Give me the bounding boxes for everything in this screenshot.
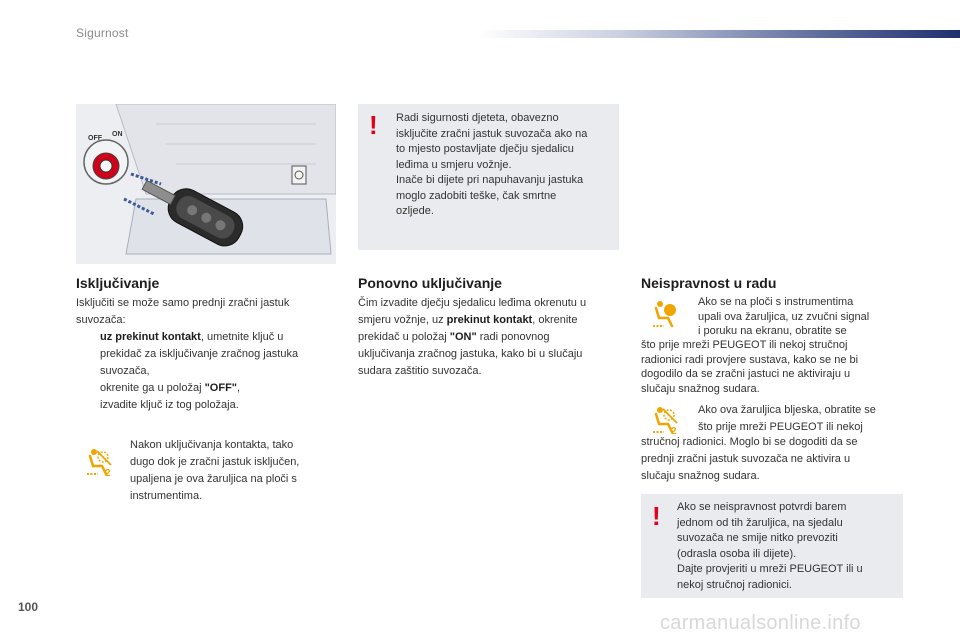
bullet-text: , (237, 382, 241, 394)
warning-bottom-line: jednom od tih žaruljica, na sjedalu (677, 516, 843, 529)
section-title-reactivation: Ponovno uključivanje (358, 275, 502, 291)
figure-label-off: OFF (88, 135, 102, 142)
warning-top-line: Radi sigurnosti djeteta, obavezno (396, 112, 559, 124)
reactivation-line (358, 312, 628, 329)
malfunction-line: Ako se na ploči s instrumentima (698, 296, 854, 308)
airbag-switch-drawing (76, 104, 336, 264)
svg-text:2: 2 (671, 426, 677, 436)
page-header-title: Sigurnost (76, 26, 129, 40)
malfunction-line: što prije mreži PEUGEOT ili nekoj stručnoj (641, 339, 848, 351)
malfunction-para1 (641, 338, 906, 396)
malfunction-para2 (641, 434, 906, 485)
watermark: carmanualsonline.info (660, 612, 861, 634)
deactivation-intro-line: suvozača: (76, 314, 126, 326)
warning-top-line: isključite zračni jastuk suvozača ako na (396, 127, 588, 140)
airbag-warning-icon (650, 298, 682, 330)
exclamation-icon: ! (369, 110, 378, 140)
section-title-malfunction: Neispravnost u radu (641, 275, 777, 291)
note-line: dugo dok je zračni jastuk isključen, (130, 456, 300, 468)
airbag-switch-illustration (76, 104, 336, 264)
warning-box-top (358, 104, 619, 250)
malfunction-line: radionici radi provjere sustava, kako se ne bi (641, 353, 859, 366)
malfunction-line: stručnoj radionici. Moglo bi se dogoditi da se (641, 436, 858, 448)
bullet-mark-icon (76, 397, 100, 414)
warning-bottom-text (677, 500, 899, 593)
section-reactivation-body (358, 295, 628, 380)
malfunction-line: što prije mreži PEUGEOT ili nekoj (698, 421, 863, 433)
warning-top-line: moglo zadobiti teške, čak smrtne (396, 189, 557, 202)
deactivation-intro-line: Isključiti se može samo prednji zračni jastuk (76, 297, 290, 309)
warning-top-line: leđima u smjeru vožnje. (396, 158, 512, 171)
header-gradient-bar (478, 30, 960, 38)
bullet-mark-icon (76, 380, 100, 397)
warning-top-line: Inače bi dijete pri napuhavanju jastuka (396, 174, 584, 186)
bold-text: "OFF" (204, 382, 238, 394)
malfunction-line: upali ova žaruljica, uz zvučni signal (698, 310, 870, 323)
deactivation-note (130, 437, 340, 505)
malfunction-para2-indented (698, 402, 903, 436)
page-number: 100 (18, 600, 39, 614)
list-item (76, 397, 346, 414)
reactivation-line: uključivanja zračnog jastuka, kako bi u slučaju (358, 348, 583, 360)
bullet-text: , umetnite ključ u (200, 331, 284, 343)
reactivation-text: radi ponovnog (476, 331, 550, 343)
warning-box-bottom (641, 494, 903, 598)
bullet-continuation: prekidač za isključivanje zračnog jastuka (100, 348, 299, 360)
airbag-fault-icon (650, 404, 682, 436)
bullet-continuation: suvozača, (100, 365, 150, 377)
reactivation-text: , okrenite (532, 314, 578, 326)
note-line: instrumentima. (130, 490, 203, 502)
bullet-text: okrenite ga u položaj (100, 382, 205, 394)
malfunction-para1-indented (698, 295, 903, 339)
malfunction-line: dogodilo da se zračni jastuci ne aktiviraju u (641, 368, 851, 380)
list-item (76, 329, 346, 346)
malfunction-line: slučaju snažnog sudara. (641, 382, 760, 395)
section-title-deactivation: Isključivanje (76, 275, 160, 291)
reactivation-line: sudara zaštitio suvozača. (358, 365, 482, 377)
bold-text: prekinut kontakt (446, 314, 533, 326)
malfunction-line: Ako ova žaruljica bljeska, obratite se (698, 404, 876, 416)
airbag-off-icon (84, 446, 116, 478)
note-line: Nakon uključivanja kontakta, tako (130, 439, 294, 451)
note-line: upaljena je ova žaruljica na ploči s (130, 473, 297, 485)
warning-top-line: to mjesto postavljate dječju sjedalicu (396, 143, 574, 155)
malfunction-line: slučaju snažnog sudara. (641, 470, 760, 482)
list-item (76, 380, 346, 397)
warning-bottom-line: (odrasla osoba ili dijete). (677, 547, 797, 560)
section-deactivation-body (76, 295, 346, 414)
warning-bottom-line: suvozača ne smije nitko prevoziti (677, 532, 838, 544)
reactivation-line: Čim izvadite dječju sjedalicu leđima okrenutu u (358, 297, 587, 309)
reactivation-line (358, 329, 628, 346)
warning-bottom-line: Dajte provjeriti u mreži PEUGEOT ili u (677, 563, 863, 575)
warning-bottom-line: Ako se neispravnost potvrdi barem (677, 501, 847, 513)
figure-label-on: ON (112, 131, 123, 138)
bold-text: "ON" (449, 331, 477, 343)
reactivation-text: prekidač u položaj (358, 331, 450, 343)
bullet-text: izvadite ključ iz tog položaja. (100, 399, 239, 411)
malfunction-line: prednji zračni jastuk suvozača ne aktivira u (641, 453, 851, 465)
exclamation-icon: ! (652, 501, 661, 531)
warning-top-text (396, 111, 616, 220)
svg-text:2: 2 (105, 468, 111, 478)
malfunction-line: i poruku na ekranu, obratite se (698, 325, 847, 337)
bullet-mark-icon (76, 329, 100, 346)
warning-top-line: ozljede. (396, 205, 434, 217)
reactivation-text: smjeru vožnje, uz (358, 314, 447, 326)
warning-bottom-line: nekoj stručnoj radionici. (677, 578, 792, 591)
bold-text: uz prekinut kontakt (100, 331, 201, 343)
